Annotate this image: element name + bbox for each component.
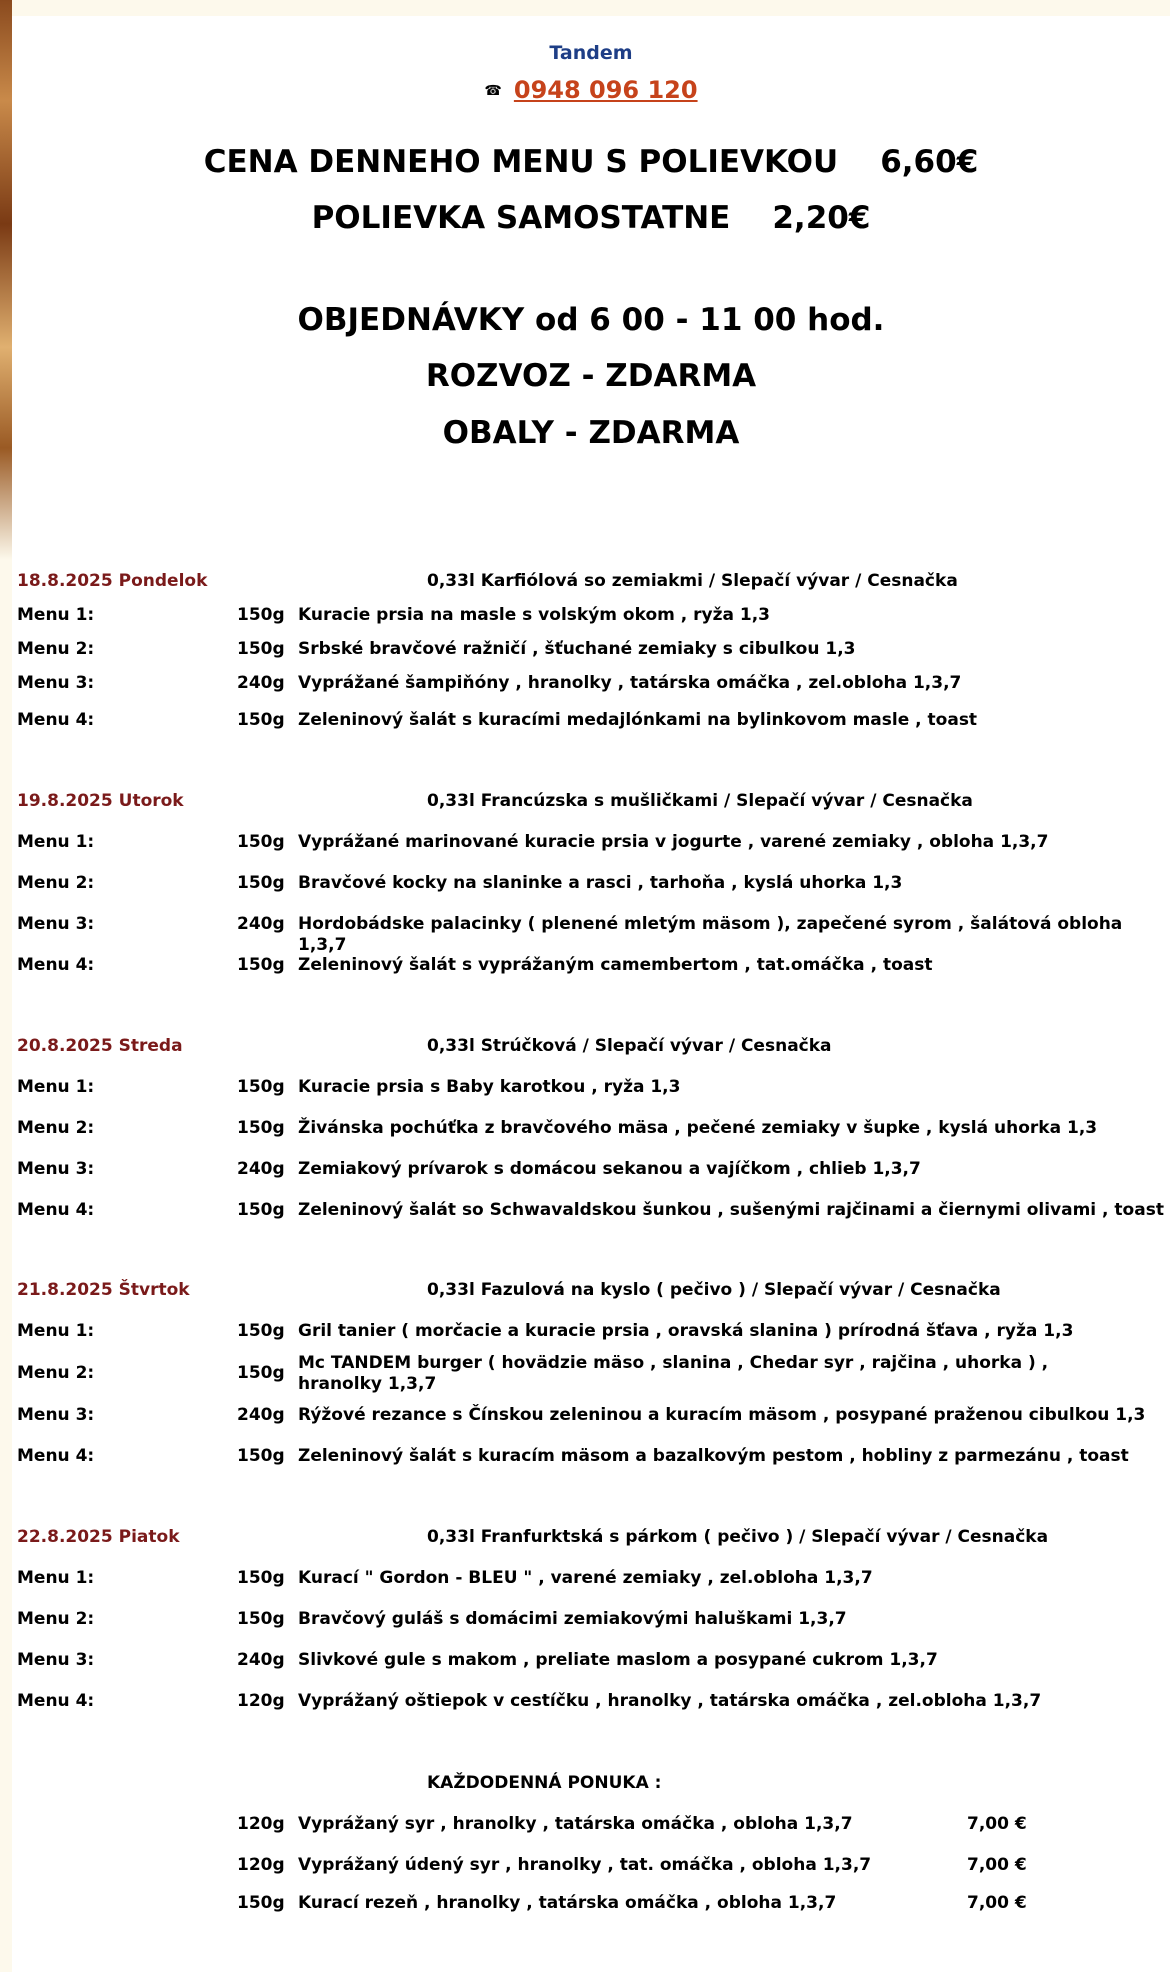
menu-dish: Gril tanier ( morčacie a kuracie prsia , oravská slanina ) prírodná šťava , ryža 1,3: [298, 1321, 1074, 1341]
menu-weight: 150g: [237, 1200, 285, 1220]
phone-icon: ☎: [484, 83, 502, 99]
menu-dish: Živánska pochúťka z bravčového mäsa , pečené zemiaky v šupke , kyslá uhorka 1,3: [298, 1118, 1098, 1138]
menu-label: Menu 2:: [17, 873, 95, 893]
menu-weight: 150g: [237, 605, 285, 625]
day-title: 22.8.2025 Piatok: [17, 1527, 180, 1547]
background-image-strip: [0, 0, 12, 560]
menu-label: Menu 4:: [17, 1691, 95, 1711]
menu-label: Menu 1:: [17, 605, 95, 625]
day-title: 20.8.2025 Streda: [17, 1036, 183, 1056]
soup-price: 2,20€: [772, 200, 871, 236]
day-title: 18.8.2025 Pondelok: [17, 571, 208, 591]
menu-dish: Zeleninový šalát so Schwavaldskou šunkou , sušenými rajčinami a čiernymi olivami , toast: [298, 1200, 1164, 1220]
menu-price-headline: [12, 144, 1170, 180]
day-title: 21.8.2025 Štvrtok: [17, 1280, 190, 1300]
menu-dish: Kuracie prsia s Baby karotkou , ryža 1,3: [298, 1077, 681, 1097]
delivery-headline: ROZVOZ - ZDARMA: [425, 358, 757, 394]
menu-weight: 150g: [237, 639, 285, 659]
phone-line: [12, 76, 1170, 104]
menu-weight: 150g: [237, 955, 285, 975]
menu-label: Menu 2:: [17, 1609, 95, 1629]
menu-label: Menu 1:: [17, 1077, 95, 1097]
menu-label: Menu 1:: [17, 1568, 95, 1588]
daily-dish: Kurací rezeň , hranolky , tatárska omáčka , obloha 1,3,7: [298, 1893, 837, 1913]
menu-label: Menu 1:: [17, 832, 95, 852]
menu-dish: Bravčový guláš s domácimi zemiakovými haluškami 1,3,7: [298, 1609, 847, 1629]
menu-label: Menu 3:: [17, 673, 95, 693]
day-soup: 0,33l Karfiólová so zemiakmi / Slepačí vývar / Cesnačka: [427, 571, 958, 591]
menu-dish: Hordobádske palacinky ( plenené mletým mäsom ), zapečené syrom , šalátová obloha 1,3,7: [298, 914, 1123, 955]
menu-weight: 240g: [237, 914, 285, 934]
menu-dish: Vyprážaný oštiepok v cestíčku , hranolky , tatárska omáčka , zel.obloha 1,3,7: [298, 1691, 1042, 1711]
daily-weight: 120g: [237, 1855, 285, 1875]
menu-label: Menu 2:: [17, 1118, 95, 1138]
day-soup: 0,33l Francúzska s mušličkami / Slepačí vývar / Cesnačka: [427, 791, 973, 811]
daily-price: 7,00 €: [967, 1814, 1027, 1834]
phone-link[interactable]: 0948 096 120: [513, 76, 698, 104]
daily-price: 7,00 €: [967, 1855, 1027, 1875]
menu-dish: Bravčové kocky na slaninke a rasci , tarhoňa , kyslá uhorka 1,3: [298, 873, 903, 893]
menu-weight: 150g: [237, 832, 285, 852]
menu-weight: 150g: [237, 873, 285, 893]
menu-label: Menu 3:: [17, 1405, 95, 1425]
menu-dish: Srbské bravčové ražničí , šťuchané zemiaky s cibulkou 1,3: [298, 639, 856, 659]
daily-price: 7,00 €: [967, 1893, 1027, 1913]
daily-dish: Vyprážaný syr , hranolky , tatárska omáčka , obloha 1,3,7: [298, 1814, 853, 1834]
menu-label: Menu 2:: [17, 1363, 95, 1383]
menu-price-label: CENA DENNEHO MENU S POLIEVKOU: [203, 144, 839, 180]
daily-dish: Vyprážaný údený syr , hranolky , tat. omáčka , obloha 1,3,7: [298, 1855, 872, 1875]
menu-label: Menu 4:: [17, 1446, 95, 1466]
menu-dish: Zeleninový šalát s vyprážaným camembertom , tat.omáčka , toast: [298, 955, 933, 975]
orders-headline: OBJEDNÁVKY od 6 00 - 11 00 hod.: [297, 302, 885, 338]
menu-dish: Mc TANDEM burger ( hovädzie mäso , slanina , Chedar syr , rajčina , uhorka ) , hranolky 1,3,7: [298, 1353, 1049, 1394]
menu-weight: 150g: [237, 1118, 285, 1138]
menu-dish: Zemiakový prívarok s domácou sekanou a vajíčkom , chlieb 1,3,7: [298, 1159, 921, 1179]
menu-page: [12, 16, 1170, 1972]
menu-weight: 240g: [237, 673, 285, 693]
menu-dish: Zeleninový šalát s kuracím mäsom a bazalkovým pestom , hobliny z parmezánu , toast: [298, 1446, 1129, 1466]
menu-dish: Slivkové gule s makom , preliate maslom a posypané cukrom 1,3,7: [298, 1650, 938, 1670]
menu-dish: Kurací " Gordon - BLEU " , varené zemiaky , zel.obloha 1,3,7: [298, 1568, 873, 1588]
menu-weight: 150g: [237, 1077, 285, 1097]
site-title: Tandem: [549, 42, 633, 64]
day-soup: 0,33l Strúčková / Slepačí vývar / Cesnačka: [427, 1036, 832, 1056]
soup-price-label: POLIEVKA SAMOSTATNE: [311, 200, 731, 236]
daily-weight: 150g: [237, 1893, 285, 1913]
menu-weight: 240g: [237, 1405, 285, 1425]
menu-dish: Zeleninový šalát s kuracími medajlónkami na bylinkovom masle , toast: [298, 710, 978, 730]
menu-weight: 240g: [237, 1650, 285, 1670]
menu-weight: 150g: [237, 1568, 285, 1588]
menu-label: Menu 3:: [17, 1650, 95, 1670]
day-soup: 0,33l Fazulová na kyslo ( pečivo ) / Slepačí vývar / Cesnačka: [427, 1280, 1001, 1300]
soup-price-headline: [12, 200, 1170, 236]
menu-price: 6,60€: [880, 144, 979, 180]
day-soup: 0,33l Franfurktská s párkom ( pečivo ) / Slepačí vývar / Cesnačka: [427, 1527, 1049, 1547]
packaging-headline: OBALY - ZDARMA: [442, 415, 740, 451]
menu-weight: 150g: [237, 1446, 285, 1466]
menu-label: Menu 3:: [17, 1159, 95, 1179]
menu-dish: Vyprážané marinované kuracie prsia v jogurte , varené zemiaky , obloha 1,3,7: [298, 832, 1049, 852]
menu-weight: 240g: [237, 1159, 285, 1179]
menu-weight: 150g: [237, 1321, 285, 1341]
menu-weight: 150g: [237, 710, 285, 730]
menu-label: Menu 3:: [17, 914, 95, 934]
menu-label: Menu 4:: [17, 955, 95, 975]
day-title: 19.8.2025 Utorok: [17, 791, 184, 811]
menu-dish: Kuracie prsia na masle s volským okom , ryža 1,3: [298, 605, 770, 625]
menu-dish: Rýžové rezance s Čínskou zeleninou a kuracím mäsom , posypané praženou cibulkou 1,3: [298, 1405, 1146, 1425]
menu-label: Menu 2:: [17, 639, 95, 659]
menu-label: Menu 4:: [17, 1200, 95, 1220]
menu-label: Menu 1:: [17, 1321, 95, 1341]
menu-weight: 120g: [237, 1691, 285, 1711]
daily-weight: 120g: [237, 1814, 285, 1834]
daily-offer-title: KAŽDODENNÁ PONUKA :: [427, 1773, 662, 1793]
menu-label: Menu 4:: [17, 710, 95, 730]
menu-dish: Vyprážané šampiňóny , hranolky , tatárska omáčka , zel.obloha 1,3,7: [298, 673, 962, 693]
menu-weight: 150g: [237, 1609, 285, 1629]
menu-weight: 150g: [237, 1363, 285, 1383]
